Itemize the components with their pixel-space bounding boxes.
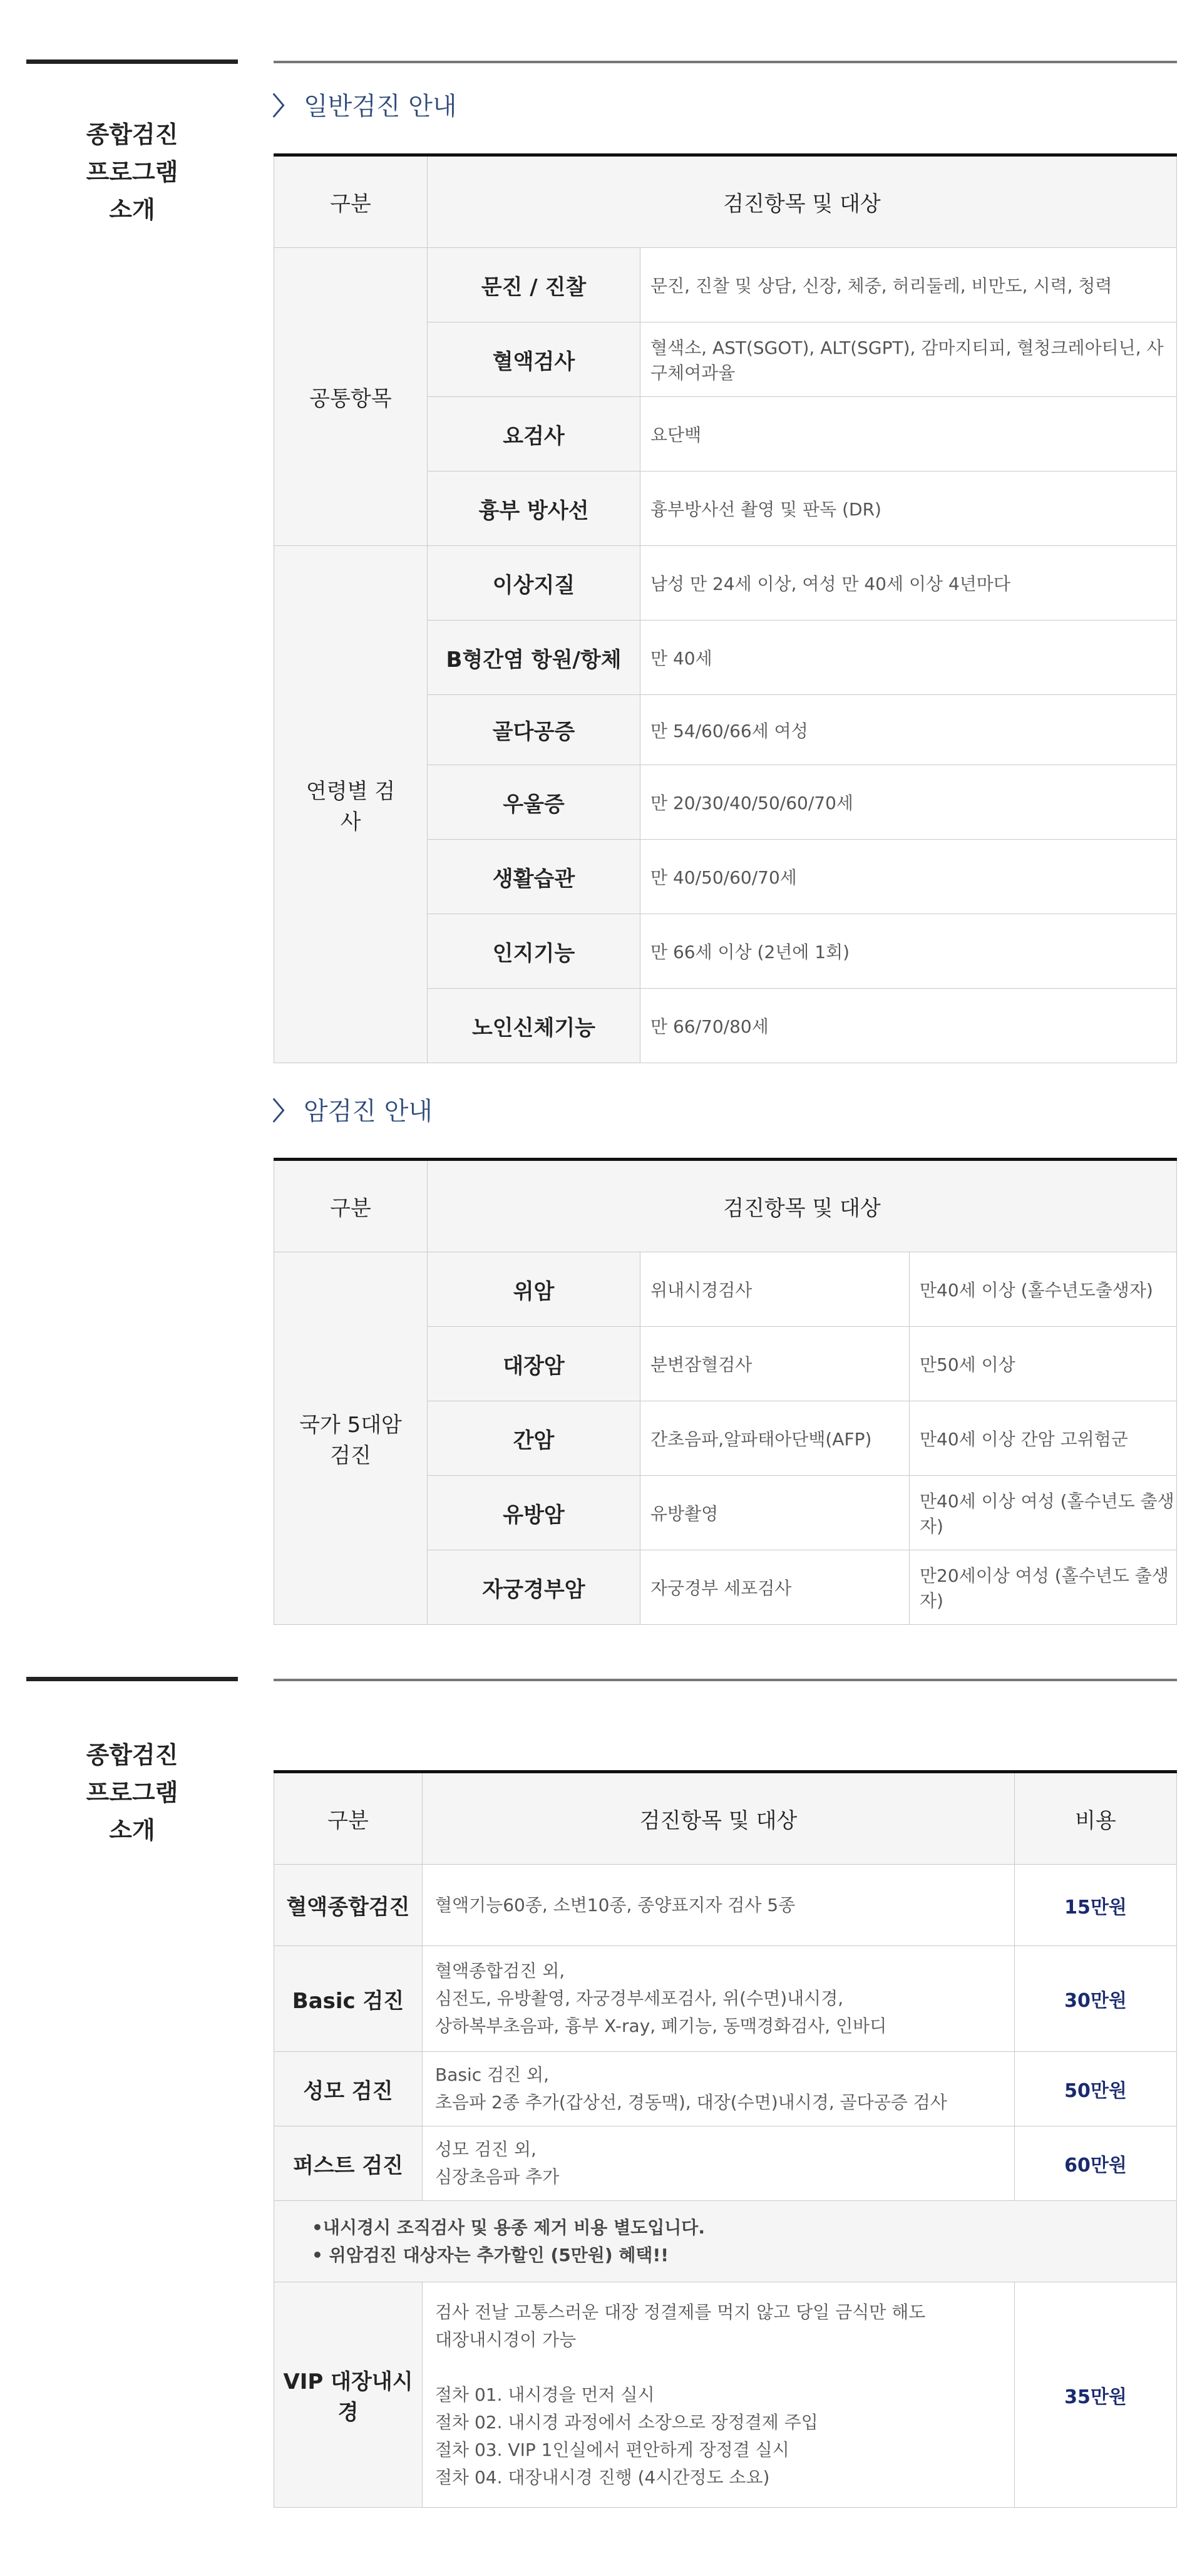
item-target: 만50세 이상 xyxy=(910,1327,1177,1401)
item-name: 우울증 xyxy=(428,765,640,840)
program-price: 35만원 xyxy=(1015,2282,1177,2508)
item-name: 대장암 xyxy=(428,1327,640,1401)
item-test: 유방촬영 xyxy=(640,1476,910,1550)
table-header-row xyxy=(274,1160,1177,1252)
item-value: 만 66/70/80세 xyxy=(640,989,1177,1063)
item-test: 자궁경부 세포검사 xyxy=(640,1550,910,1625)
table-header-row xyxy=(274,155,1177,248)
program-price: 30만원 xyxy=(1015,1946,1177,2052)
header-price: 비용 xyxy=(1015,1772,1177,1865)
table-row xyxy=(274,1865,1177,1946)
table-row xyxy=(274,2126,1177,2201)
side-divider-2 xyxy=(26,1677,238,1681)
table-header-row xyxy=(274,1772,1177,1865)
main-divider-2 xyxy=(274,1679,1177,1681)
side-title-2: 종합검진 프로그램 소개 xyxy=(86,1741,178,1844)
cancer-heading: 〉 암검진 안내 xyxy=(272,1097,433,1126)
item-name: 혈액검사 xyxy=(428,322,640,397)
header-category: 구분 xyxy=(274,155,428,248)
program-name: 성모 검진 xyxy=(274,2052,423,2126)
group-label: 공통항목 xyxy=(274,248,428,546)
item-test: 분변잠혈검사 xyxy=(640,1327,910,1401)
item-name: 간암 xyxy=(428,1401,640,1476)
program-name: 혈액종합검진 xyxy=(274,1865,423,1946)
program-desc: 혈액종합검진 외, 심전도, 유방촬영, 자궁경부세포검사, 위(수면)내시경, 상하복부초음파, 흉부 X-ray, 폐기능, 동맥경화검사, 인바디 xyxy=(423,1946,1015,2052)
item-target: 만20세이상 여성 (홀수년도 출생자) xyxy=(910,1550,1177,1625)
item-target: 만40세 이상 여성 (홀수년도 출생자) xyxy=(910,1476,1177,1550)
item-name: 흉부 방사선 xyxy=(428,471,640,546)
item-name: 요검사 xyxy=(428,397,640,471)
item-value: 남성 만 24세 이상, 여성 만 40세 이상 4년마다 xyxy=(640,546,1177,621)
table-row xyxy=(274,1252,1177,1327)
side-divider-1 xyxy=(26,59,238,64)
item-value: 만 20/30/40/50/60/70세 xyxy=(640,765,1177,840)
item-name: 노인신체기능 xyxy=(428,989,640,1063)
header-category: 구분 xyxy=(274,1772,423,1865)
item-value: 만 66세 이상 (2년에 1회) xyxy=(640,914,1177,989)
item-name: 문진 / 진찰 xyxy=(428,248,640,322)
table-row xyxy=(274,2282,1177,2508)
item-value: 만 40/50/60/70세 xyxy=(640,840,1177,914)
table-row xyxy=(274,2052,1177,2126)
general-table xyxy=(274,153,1177,1063)
item-test: 위내시경검사 xyxy=(640,1252,910,1327)
program-desc: 성모 검진 외, 심장초음파 추가 xyxy=(423,2126,1015,2201)
item-target: 만40세 이상 간암 고위험군 xyxy=(910,1401,1177,1476)
item-value: 만 40세 xyxy=(640,621,1177,695)
item-name: 유방암 xyxy=(428,1476,640,1550)
item-value: 혈색소, AST(SGOT), ALT(SGPT), 감마지티피, 혈청크레아티닌, 사구체여과율 xyxy=(640,322,1177,397)
main-divider-1 xyxy=(274,61,1177,63)
item-value: 흉부방사선 촬영 및 판독 (DR) xyxy=(640,471,1177,546)
header-items: 검진항목 및 대상 xyxy=(428,1160,1177,1252)
program-desc: Basic 검진 외, 초음파 2종 추가(갑상선, 경동맥), 대장(수면)내시경, 골다공증 검사 xyxy=(423,2052,1015,2126)
program-name: Basic 검진 xyxy=(274,1946,423,2052)
item-value: 만 54/60/66세 여성 xyxy=(640,695,1177,765)
program-desc: 혈액기능60종, 소변10종, 종양표지자 검사 5종 xyxy=(423,1865,1015,1946)
item-name: 이상지질 xyxy=(428,546,640,621)
group-label: 연령별 검사 xyxy=(274,546,428,1063)
program-desc: 검사 전날 고통스러운 대장 정결제를 먹지 않고 당일 금식만 해도 대장내시경이 가능 절차 01. 내시경을 먼저 실시 절차 02. 내시경 과정에서 소장으로 장정결제 주입 절차 03. VIP 1인실에서 편안하게 장정결 실시 절차 04. 대장내시경 진행 (4시간정도 소요) xyxy=(423,2282,1015,2508)
item-name: B형간염 항원/항체 xyxy=(428,621,640,695)
chevron-right-icon: 〉 xyxy=(272,92,297,121)
program-price: 15만원 xyxy=(1015,1865,1177,1946)
notes-row xyxy=(274,2201,1177,2282)
table-row xyxy=(274,1946,1177,2052)
header-items: 검진항목 및 대상 xyxy=(428,155,1177,248)
item-name: 자궁경부암 xyxy=(428,1550,640,1625)
item-name: 생활습관 xyxy=(428,840,640,914)
program-name: VIP 대장내시경 xyxy=(274,2282,423,2508)
item-value: 문진, 진찰 및 상담, 신장, 체중, 허리둘레, 비만도, 시력, 청력 xyxy=(640,248,1177,322)
table-row xyxy=(274,248,1177,322)
item-name: 골다공증 xyxy=(428,695,640,765)
item-target: 만40세 이상 (홀수년도출생자) xyxy=(910,1252,1177,1327)
header-items: 검진항목 및 대상 xyxy=(423,1772,1015,1865)
general-heading: 〉 일반검진 안내 xyxy=(272,92,457,121)
side-title-1: 종합검진 프로그램 소개 xyxy=(86,121,178,224)
program-table xyxy=(274,1770,1177,2508)
item-name: 인지기능 xyxy=(428,914,640,989)
group-label: 국가 5대암검진 xyxy=(274,1252,428,1625)
program-name: 퍼스트 검진 xyxy=(274,2126,423,2201)
notes: •내시경시 조직검사 및 용종 제거 비용 별도입니다. • 위암검진 대상자는 추가할인 (5만원) 혜택!! xyxy=(274,2201,1177,2282)
item-test: 간초음파,알파태아단백(AFP) xyxy=(640,1401,910,1476)
cancer-table xyxy=(274,1158,1177,1625)
item-value: 요단백 xyxy=(640,397,1177,471)
chevron-right-icon: 〉 xyxy=(272,1097,297,1126)
program-price: 50만원 xyxy=(1015,2052,1177,2126)
header-category: 구분 xyxy=(274,1160,428,1252)
item-name: 위암 xyxy=(428,1252,640,1327)
program-price: 60만원 xyxy=(1015,2126,1177,2201)
table-row xyxy=(274,546,1177,621)
